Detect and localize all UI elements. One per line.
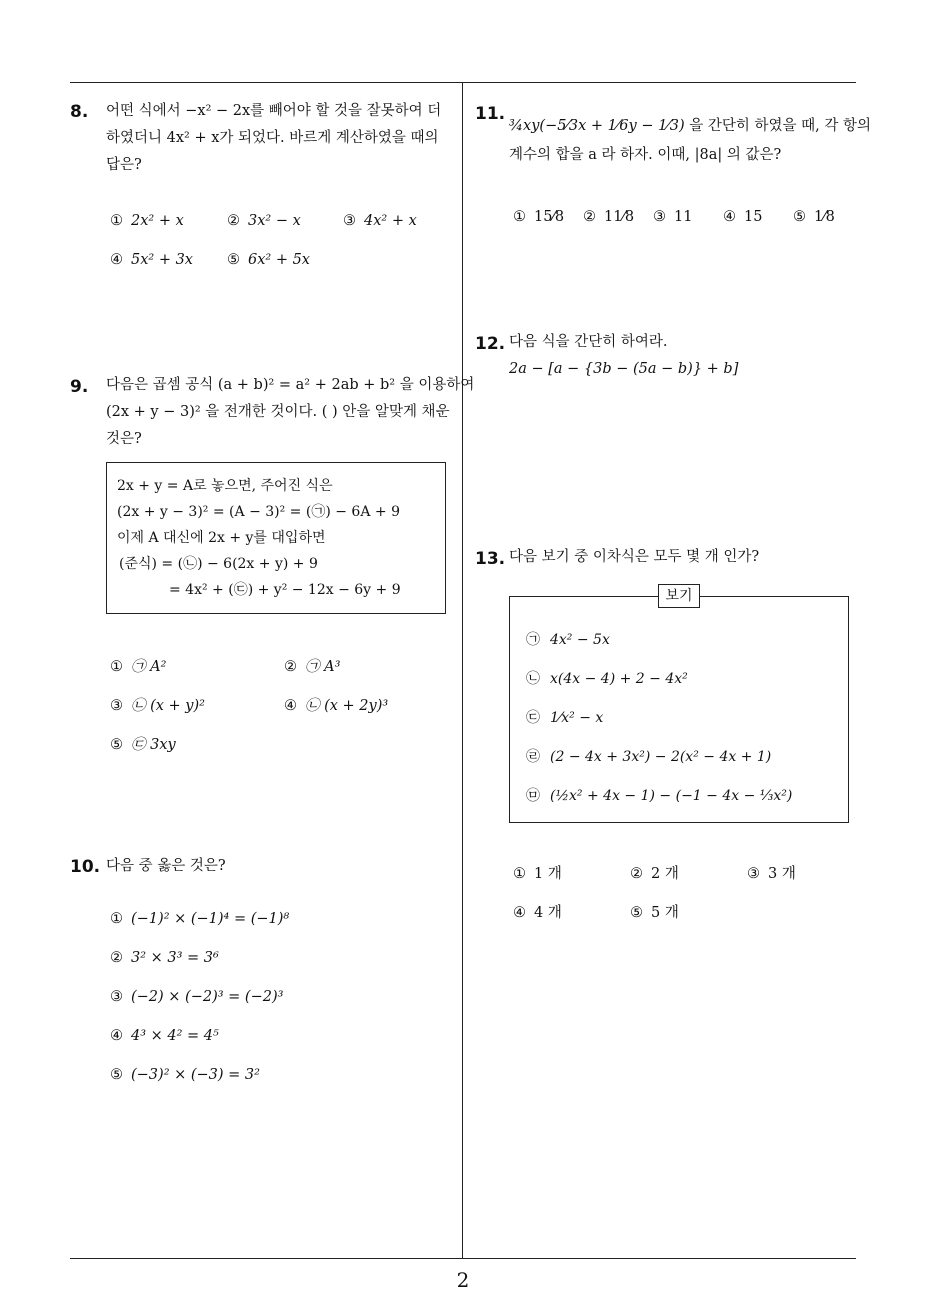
choice-number: ⑤ [793,209,806,225]
choice-text: (−1)² × (−1)⁴ = (−1)⁸ [131,911,290,927]
question-line: 계수의 합을 a 라 하자. 이때, |8a| 의 값은? [509,147,782,163]
choice-4[interactable] [284,694,388,715]
choice-3[interactable] [653,209,692,225]
page-number: 2 [456,1268,470,1292]
example-box-title: 보기 [658,584,700,608]
example-item [526,707,603,727]
item-text: 4x² − 5x [550,632,610,648]
item-text: 1⁄x² − x [550,710,604,726]
choice-number: ② [110,950,123,966]
choice-5[interactable] [793,209,835,225]
choice-number: ③ [110,698,123,714]
question-line: 답은? [106,157,142,173]
choice-5[interactable] [630,901,679,922]
choice-text: 1⁄8 [814,209,835,225]
choice-4[interactable] [723,209,762,225]
choice-4[interactable] [513,901,562,922]
choice-text: 2x² + x [131,213,184,229]
choice-text: 5x² + 3x [131,252,193,268]
question-line-rest: 을 간단히 하였을 때, 각 항의 [689,118,871,134]
choice-text: 5 개 [651,905,679,921]
choice-text: 3x² − x [248,213,301,229]
question-number: 10. [70,857,101,877]
choice-5[interactable] [227,252,310,268]
item-text: x(4x − 4) + 2 − 4x² [550,671,688,687]
example-box [509,596,849,823]
example-item [526,785,792,805]
question-line: 하였더니 4x² + x가 되었다. 바르게 계산하였을 때의 [106,130,439,146]
choice-text: ㉠ A³ [305,659,341,675]
choice-number: ⑤ [227,252,240,268]
box-line: 이제 A 대신에 2x + y를 대입하면 [117,530,326,546]
choice-4[interactable] [110,1028,219,1044]
choice-number: ① [110,213,123,229]
choice-number: ④ [723,209,736,225]
box-line: 2x + y = A로 놓으면, 주어진 식은 [117,478,333,494]
question-line: 다음은 곱셈 공식 (a + b)² = a² + 2ab + b² 을 이용하여 [106,377,475,393]
choice-text: 11⁄8 [604,209,635,225]
box-line: (준식) = (㉡) − 6(2x + y) + 9 [119,556,318,572]
choice-text: ㉠ A² [131,659,167,675]
choice-number: ① [513,209,526,225]
choice-text: 15⁄8 [534,209,565,225]
choice-number: ② [583,209,596,225]
top-rule [70,82,856,83]
choice-3[interactable] [747,862,796,883]
choice-text: 4x² + x [364,213,417,229]
choice-number: ① [110,911,123,927]
item-text: (2 − 4x + 3x²) − 2(x² − 4x + 1) [550,749,772,765]
choice-number: ③ [747,866,760,882]
choice-text: ㉡ (x + 2y)³ [305,698,389,714]
choice-number: ④ [110,252,123,268]
example-item [526,668,688,688]
choice-3[interactable] [110,694,205,715]
box-line: = 4x² + (㉢) + y² − 12x − 6y + 9 [169,582,401,598]
choice-number: ② [227,213,240,229]
question-line: 다음 보기 중 이차식은 모두 몇 개 인가? [509,549,760,565]
choice-number: ④ [284,698,297,714]
choice-number: ③ [343,213,356,229]
choice-text: 3² × 3³ = 3⁶ [131,950,219,966]
question-number: 11. [475,104,506,124]
question-line: 것은? [106,431,142,447]
question-11-text [509,108,871,166]
question-line [509,108,871,144]
question-number: 8. [70,102,89,122]
example-item [526,629,610,649]
choice-text: ㉢ 3xy [131,737,176,753]
choice-2[interactable] [630,862,679,883]
item-text: (½x² + 4x − 1) − (−1 − 4x − ⅓x²) [550,788,793,804]
item-marker: ㉠ [526,632,540,648]
item-marker: ㉢ [526,710,540,726]
choice-2[interactable] [284,655,340,676]
choice-text: 4 개 [534,905,562,921]
choice-5[interactable] [110,1067,260,1083]
choice-text: (−3)² × (−3) = 3² [131,1067,260,1083]
bottom-rule [70,1258,856,1259]
choice-text: 11 [674,209,693,225]
question-line: (2x + y − 3)² 을 전개한 것이다. ( ) 안을 알맞게 채운 [106,404,450,420]
question-8-text [106,98,441,179]
choice-3[interactable] [110,989,283,1005]
item-marker: ㉡ [526,671,540,687]
choice-2[interactable] [110,950,219,966]
choice-text: (−2) × (−2)³ = (−2)³ [131,989,284,1005]
choice-2[interactable] [227,213,301,229]
choice-number: ① [110,659,123,675]
choice-number: ① [513,866,526,882]
choice-number: ④ [110,1028,123,1044]
question-number: 12. [475,334,506,354]
choice-4[interactable] [110,252,193,268]
choice-number: ⑤ [110,1067,123,1083]
item-marker: ㉤ [526,788,540,804]
column-divider [462,83,463,1258]
example-item [526,746,771,766]
choice-number: ③ [110,989,123,1005]
choice-3[interactable] [343,213,417,229]
question-expression: ¾xy(−5⁄3x + 1⁄6y − 1⁄3) [509,118,685,134]
choice-text: ㉡ (x + y)² [131,698,205,714]
question-9-text [106,372,474,453]
choice-number: ② [284,659,297,675]
choice-1[interactable] [110,213,184,229]
item-marker: ㉣ [526,749,540,765]
choice-1[interactable] [513,209,564,225]
choice-text: 4³ × 4² = 4⁵ [131,1028,219,1044]
choice-text: 6x² + 5x [248,252,310,268]
choice-text: 2 개 [651,866,679,882]
choice-1[interactable] [513,862,562,883]
question-expression: 2a − [a − {3b − (5a − b)} + b] [509,361,739,377]
choice-1[interactable] [110,655,166,676]
question-number: 9. [70,377,89,397]
choice-number: ③ [653,209,666,225]
solution-box [106,462,446,614]
question-13-text [509,544,759,571]
choice-number: ⑤ [630,905,643,921]
question-10-text [106,853,226,880]
box-line: (2x + y − 3)² = (A − 3)² = (㉠) − 6A + 9 [117,504,400,520]
choice-2[interactable] [583,209,634,225]
choice-1[interactable] [110,911,289,927]
choice-text: 15 [744,209,763,225]
question-line: 다음 중 옳은 것은? [106,858,226,874]
question-line: 다음 식을 간단히 하여라. [509,334,668,350]
choice-number: ② [630,866,643,882]
choice-text: 3 개 [768,866,796,882]
question-line: 어떤 식에서 −x² − 2x를 빼어야 할 것을 잘못하여 더 [106,103,442,119]
question-number: 13. [475,549,506,569]
choice-text: 1 개 [534,866,562,882]
choice-5[interactable] [110,733,176,754]
choice-number: ④ [513,905,526,921]
question-12-text [509,329,738,383]
choice-number: ⑤ [110,737,123,753]
